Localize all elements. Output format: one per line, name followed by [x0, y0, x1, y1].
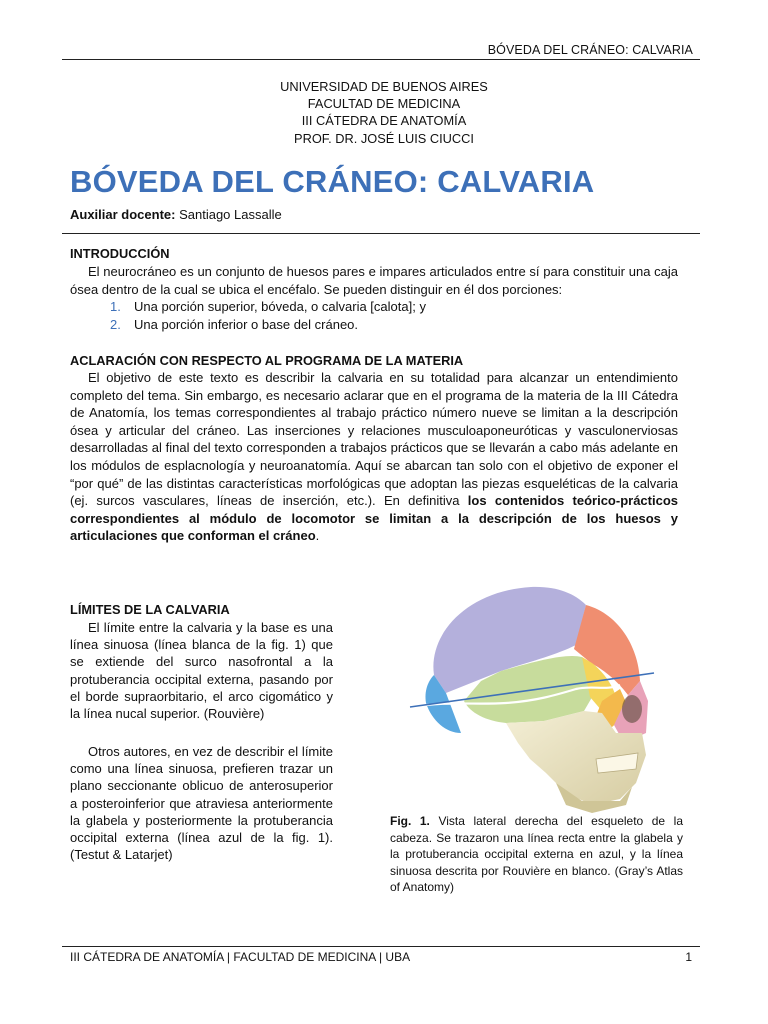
skull-figure — [406, 583, 670, 813]
intro-heading: INTRODUCCIÓN — [70, 246, 170, 261]
limits-paragraph-2: Otros autores, en vez de describir el límite como una línea sinuosa, prefieren trazar un plano seccionante oblicuo de anterosuperior a posteroinferior que atraviesa anteriormente la glabela y posteriormente la protuberancia occipital externa (línea azul de la fig. 1). (Testut & Latarjet) — [70, 744, 333, 863]
list-number: 1. — [110, 299, 121, 314]
figure-caption — [390, 813, 683, 896]
document-title: BÓVEDA DEL CRÁNEO: CALVARIA — [70, 164, 595, 199]
limits-paragraph-1: El límite entre la calvaria y la base es una línea sinuosa (línea blanca de la fig. 1) que se extiende del surco nasofrontal a la protuberancia occipital externa, pasando por el borde supraorbitario, el arco cigomático y la línea nucal superior. (Rouvière) — [70, 620, 333, 722]
footer-text: III CÁTEDRA DE ANATOMÍA | FACULTAD DE MEDICINA | UBA — [70, 950, 411, 964]
clarification-heading: ACLARACIÓN CON RESPECTO AL PROGRAMA DE LA MATERIA — [70, 353, 464, 368]
list-item — [110, 316, 426, 334]
institution-chair: III CÁTEDRA DE ANATOMÍA — [301, 113, 467, 129]
clarification-text: El objetivo de este texto es describir la calvaria en su totalidad para alcanzar un entendimiento completo del tema. Sin embargo, es necesario aclarar que en el programa de la materia de la III Cátedra de Anatomía, los temas correspondientes al trabajo práctico número nueve se limitan a la descripción ósea y articular del cráneo. Las inserciones y relaciones musculoaponeuróticas y vasculonerviosas desarrolladas al final del texto corresponden a trabajos prácticos que se llevarán a cabo más adelante en los módulos de esplacnología y neuroanatomía. Aquí se abarcan tan solo con el objetivo de exponer el “por qué” de las distintas características morfológicas que adoptan las piezas esqueléticas de la calvaria (ej. surcos vasculares, líneas de inserción, etc.). En definitiva — [70, 370, 678, 509]
clarification-end: . — [315, 528, 320, 544]
author-label: Auxiliar docente: — [70, 207, 176, 222]
list-item — [110, 298, 426, 316]
orbit — [622, 695, 642, 723]
institution-university: UNIVERSIDAD DE BUENOS AIRES — [280, 79, 488, 94]
figure-label: Fig. 1. — [390, 814, 430, 828]
list-text: Una porción superior, bóveda, o calvaria [calota]; y — [134, 299, 426, 314]
list-number: 2. — [110, 316, 121, 332]
author-line — [70, 207, 282, 222]
page-number: 1 — [685, 950, 692, 964]
running-header: BÓVEDA DEL CRÁNEO: CALVARIA — [487, 43, 693, 57]
institution-block — [0, 78, 768, 147]
institution-professor: PROF. DR. JOSÉ LUIS CIUCCI — [294, 130, 474, 146]
limits-heading: LÍMITES DE LA CALVARIA — [70, 602, 230, 617]
clarification-bold-text: los contenidos teórico-prácticos correspondientes al módulo de locomotor se limitan a la descripción de los huesos y articulaciones que conforman el cráneo — [70, 493, 678, 544]
footer-rule — [62, 946, 700, 947]
figure-caption-text: Vista lateral derecha del esqueleto de la cabeza. Se trazaron una línea recta entre la glabela y la protuberancia occipital externa en azul, y la línea sinuosa descrita por Rouvière en blanco. (Gray’s Atlas of Anatomy) — [390, 814, 683, 895]
list-text: Una porción inferior o base del cráneo. — [134, 316, 359, 332]
author-name: Santiago Lassalle — [175, 207, 282, 222]
intro-list — [110, 298, 426, 333]
header-rule — [62, 59, 700, 60]
title-rule — [62, 233, 700, 234]
intro-paragraph: El neurocráneo es un conjunto de huesos pares e impares articulados entre sí para constituir una caja ósea dentro de la cual se ubica el encéfalo. Se pueden distinguir en él dos porciones: — [70, 264, 678, 297]
institution-faculty: FACULTAD DE MEDICINA — [307, 96, 461, 112]
clarification-paragraph — [70, 369, 678, 545]
